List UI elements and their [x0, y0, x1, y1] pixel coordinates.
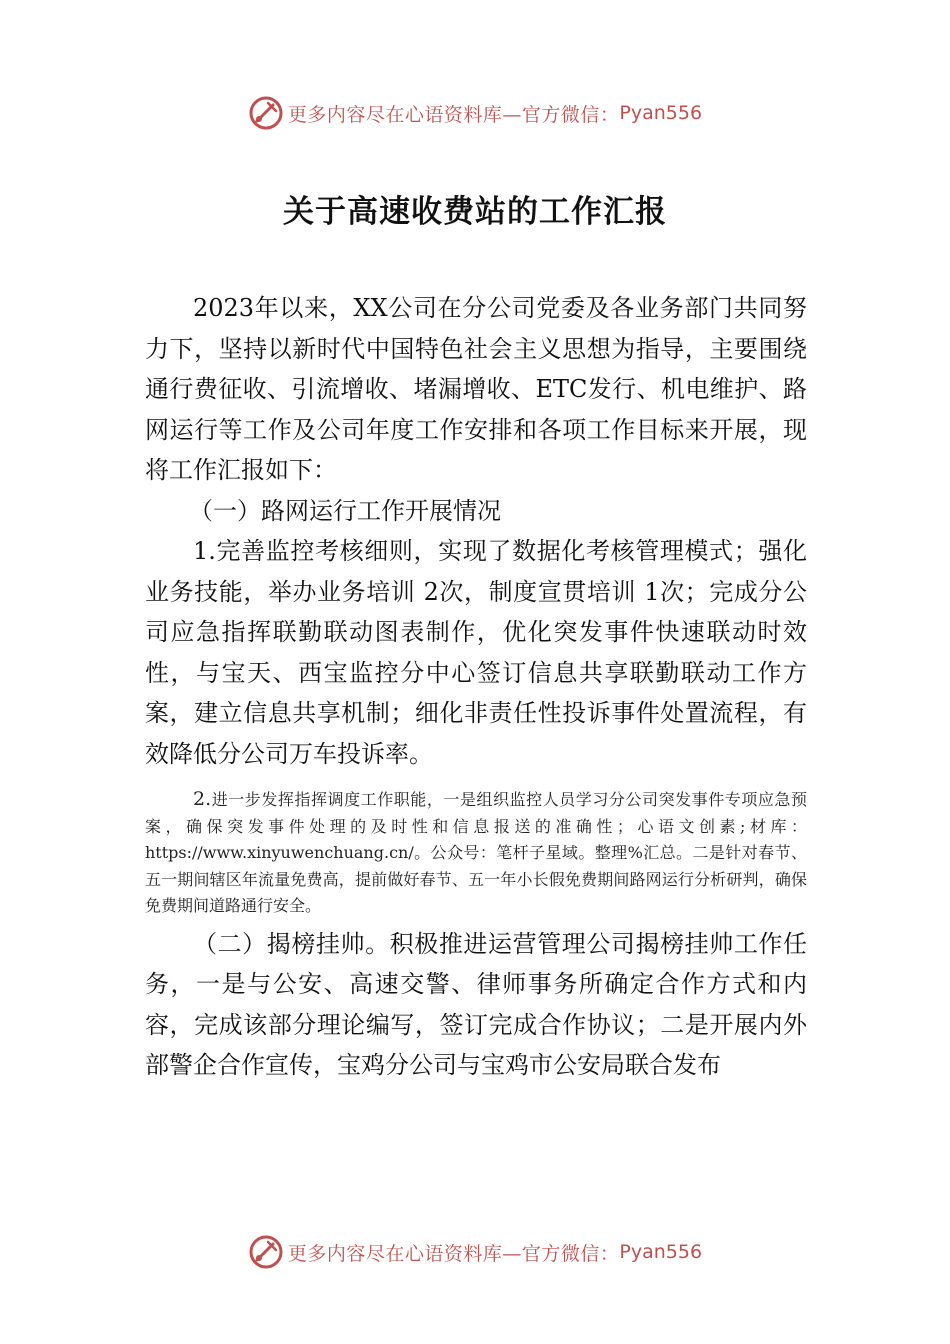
item-1-paragraph: 1.完善监控考核细则，实现了数据化考核管理模式；强化业务技能，举办业务培训 2次，制度宣贯培训 1次；完成分公司应急指挥联勤联动图表制作，优化突发事件快速联动时效性，与宝天、西宝监控分中心签订信息共享联勤联动工作方案，建立信息共享机制；细化非责任性投诉事件处置流程，有效降低分公司万车投诉率。 — [145, 537, 807, 768]
item-2-number: 2. — [193, 788, 212, 810]
watermark-banner-bottom — [0, 1232, 950, 1272]
section-2-paragraph: （二）揭榜挂帅。积极推进运营管理公司揭榜挂帅工作任务，一是与公安、高速交警、律师事务所确定合作方式和内容，完成该部分理论编写，签订完成合作协议；二是开展内外部警企合作宣传，宝鸡分公司与宝鸡市公安局联合发布 — [145, 929, 807, 1079]
document-title: 关于高速收费站的工作汇报 — [283, 194, 667, 230]
brush-logo-icon — [248, 1234, 284, 1270]
watermark-text: 更多内容尽在心语资料库—官方微信： — [287, 1242, 620, 1265]
watermark-wechat-id: Pyan556 — [619, 102, 703, 124]
section-1-heading: （一）路网运行工作开展情况 — [189, 496, 501, 525]
brush-logo-icon — [248, 95, 284, 131]
watermark-text: 更多内容尽在心语资料库—官方微信： — [287, 103, 620, 126]
item-2-paragraph — [145, 786, 807, 920]
watermark-banner-top — [0, 93, 950, 133]
intro-paragraph: 2023年以来，XX公司在分公司党委及各业务部门共同努力下，坚持以新时代中国特色社会主义思想为指导，主要围绕通行费征收、引流增收、堵漏增收、ETC发行、机电维护、路网运行等工作及公司年度工作安排和各项工作目标来开展，现将工作汇报如下： — [145, 294, 807, 484]
document-body — [145, 288, 807, 1086]
watermark-wechat-id: Pyan556 — [619, 1241, 703, 1263]
item-2-text: 进一步发挥指挥调度工作职能，一是组织监控人员学习分公司突发事件专项应急预案，确保突发事件处理的及时性和信息报送的准确性；心语文创素;材库：https://www.xinyuwenchuang.cn/。公众号：笔杆子星域。整理%汇总。二是针对春节、五一期间辖区年流量免费高，提前做好春节、五一年小长假免费期间路网运行分析研判，确保免费期间道路通行安全。 — [145, 790, 807, 915]
